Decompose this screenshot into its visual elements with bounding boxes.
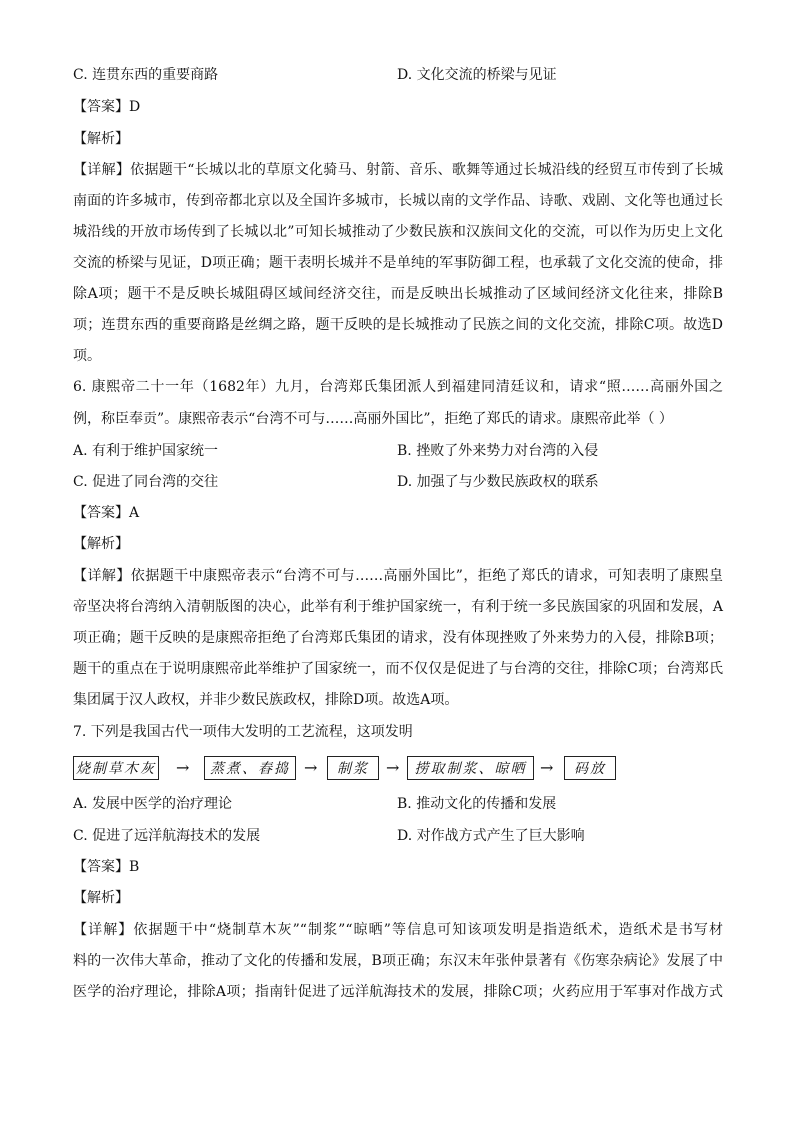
- flow-step-box: 码放: [564, 756, 616, 780]
- detail-tag: 【详解】: [73, 922, 134, 938]
- q7-option-d: D. 对作战方式产生了巨大影响: [397, 828, 585, 844]
- q6-detail-line: 题干的重点在于说明康熙帝此举维护了国家统一，而不仅仅是促进了与台湾的交往，排除C项；台湾郑氏: [73, 661, 723, 677]
- q5-detail-line: 项；连贯东西的重要商路是丝绸之路，题干反映的是长城推动了民族之间的文化交流，排除C项。故选D: [73, 317, 723, 333]
- answer-value: B: [129, 859, 140, 875]
- q7-answer-line: [73, 857, 723, 877]
- q7-option-b: B. 推动文化的传播和发展: [397, 796, 557, 812]
- q6-detail-line: 帝坚决将台湾纳入清朝版图的决心，此举有利于维护国家统一，有利于统一多民族国家的巩固和发展，A: [73, 599, 723, 615]
- q7-detail-line: [73, 920, 723, 940]
- q7-detail-line: 医学的治疗理论，排除A项；指南针促进了远洋航海技术的发展，排除C项；火药应用于军事对作战方式: [73, 984, 723, 1000]
- q6-detail-line: 项正确；题干反映的是康熙帝拒绝了台湾郑氏集团的请求，没有体现挫败了外来势力的入侵，排除B项；: [73, 630, 723, 646]
- q7-detail-line: 料的一次伟大革命，推动了文化的传播和发展，B项正确；东汉末年张仲景著有《伤寒杂病论》发展了中: [73, 953, 723, 969]
- q5-option-c: C. 连贯东西的重要商路: [73, 67, 219, 83]
- detail-text: 依据题干中“烧制草木灰”“制浆”“晾晒”等信息可知该项发明是指造纸术，造纸术是书写材: [133, 922, 724, 938]
- q6-answer-line: [73, 503, 723, 523]
- q7-stem: 7. 下列是我国古代一项伟大发明的工艺流程，这项发明: [73, 724, 413, 740]
- q5-detail-line: 项。: [73, 348, 101, 364]
- q5-answer-line: [73, 97, 723, 117]
- detail-text: 依据题干中康熙帝表示“台湾不可与……高丽外国比”，拒绝了郑氏的请求，可知表明了康熙皇: [130, 568, 724, 584]
- flow-step-box: 蒸煮、舂捣: [204, 756, 296, 780]
- q5-detail-line: [73, 160, 723, 180]
- arrow-right-icon: →: [386, 758, 400, 777]
- arrow-right-icon: →: [304, 758, 318, 777]
- q5-detail-line: 除A项；题干不是反映长城阻碍区域间经济交往，而是反映出长城推动了区域间经济文化往来，排除B: [73, 286, 723, 302]
- flow-step-box: 捞取制浆、晾晒: [407, 756, 534, 780]
- q5-detail-line: 南面的许多城市，传到帝都北京以及全国许多城市，长城以南的文学作品、诗歌、戏剧、文化等也通过长: [73, 193, 723, 209]
- q6-option-c: C. 促进了同台湾的交往: [73, 474, 219, 490]
- q7-analysis-tag: 【解析】: [73, 890, 129, 906]
- q6-detail-line: [73, 566, 723, 586]
- q5-option-d: D. 文化交流的桥梁与见证: [397, 67, 557, 83]
- answer-tag: 【答案】: [73, 505, 129, 521]
- q7-option-a: A. 发展中医学的治疗理论: [73, 796, 233, 812]
- flow-step-box: 制浆: [327, 756, 379, 780]
- q6-stem-line: 例，称臣奉贡”。康熙帝表示“台湾不可与……高丽外国比”，拒绝了郑氏的请求。康熙帝此举（ ）: [73, 411, 673, 427]
- detail-tag: 【详解】: [73, 162, 131, 178]
- flow-step-box: 烧制草木灰: [73, 756, 159, 780]
- q6-option-d: D. 加强了与少数民族政权的联系: [397, 474, 599, 490]
- answer-value: D: [129, 99, 141, 115]
- q6-stem-line: 6. 康熙帝二十一年（1682年）九月，台湾郑氏集团派人到福建同清廷议和，请求“照……高丽外国之: [73, 379, 723, 395]
- q6-analysis-tag: 【解析】: [73, 536, 129, 552]
- q6-detail-line: 集团属于汉人政权，并非少数民族政权，排除D项。故选A项。: [73, 692, 459, 708]
- answer-tag: 【答案】: [73, 99, 129, 115]
- q5-detail-line: 城沿线的开放市场传到了长城以北”可知长城推动了少数民族和汉族间文化的交流，可以作为历史上文化: [73, 224, 723, 240]
- answer-tag: 【答案】: [73, 859, 129, 875]
- detail-tag: 【详解】: [73, 568, 131, 584]
- q7-option-c: C. 促进了远洋航海技术的发展: [73, 828, 261, 844]
- q5-detail-line: 交流的桥梁与见证，D项正确；题干表明长城并不是单纯的军事防御工程，也承载了文化交流的使命，排: [73, 255, 723, 271]
- q6-option-b: B. 挫败了外来势力对台湾的入侵: [397, 443, 599, 459]
- q6-option-a: A. 有利于维护国家统一: [73, 443, 219, 459]
- arrow-right-icon: →: [540, 758, 554, 777]
- arrow-right-icon: →: [176, 758, 190, 777]
- detail-text: 依据题干“长城以北的草原文化骑马、射箭、音乐、歌舞等通过长城沿线的经贸互市传到了长城: [130, 162, 724, 178]
- q5-analysis-tag: 【解析】: [73, 131, 129, 147]
- answer-value: A: [129, 505, 140, 521]
